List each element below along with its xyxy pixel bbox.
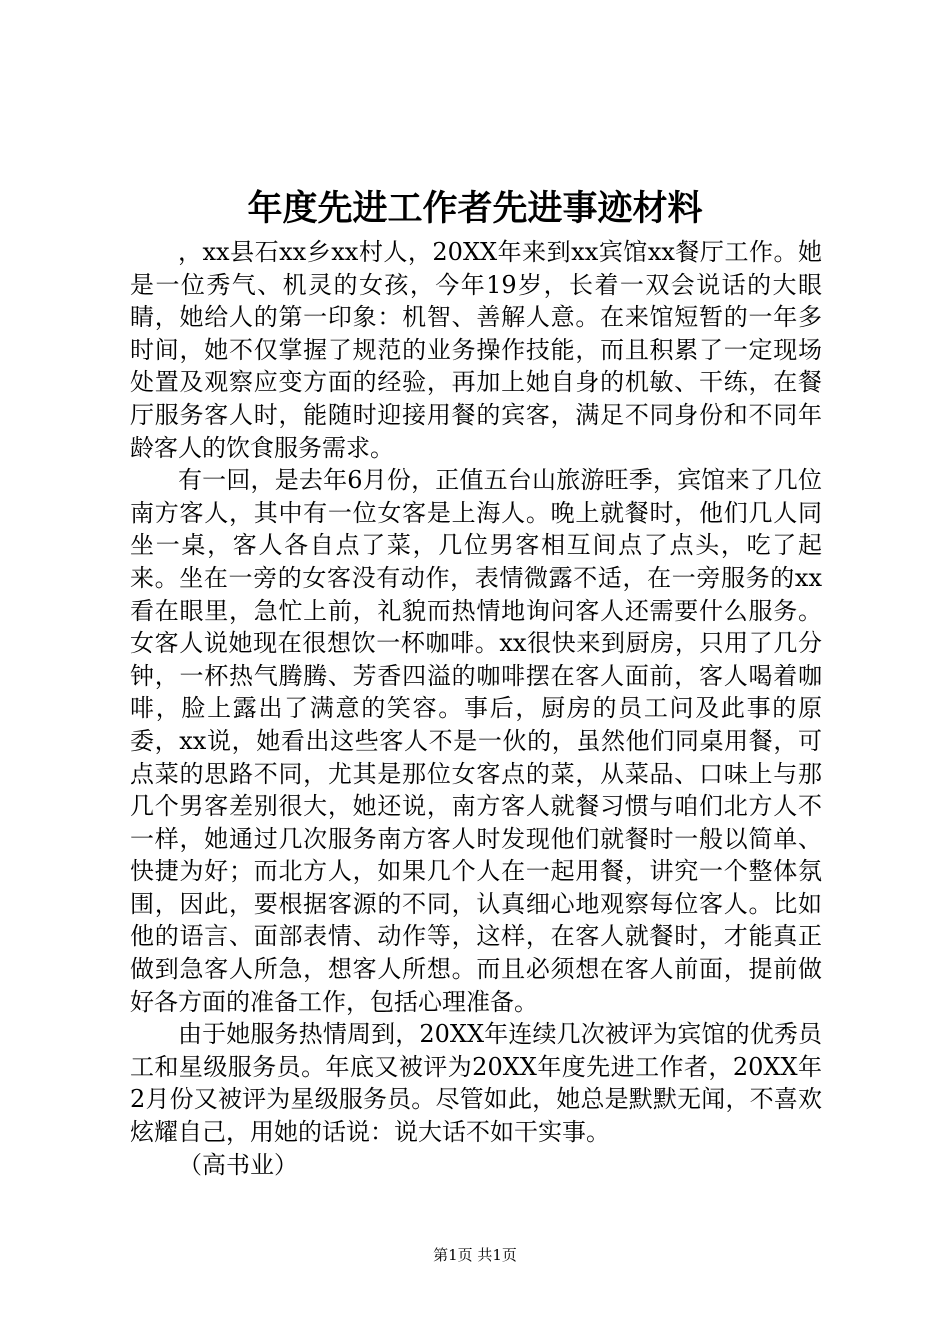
- page-footer: 第1页 共1页: [433, 1246, 517, 1264]
- paragraph-honors: 由于她服务热情周到，20XX年连续几次被评为宾馆的优秀员工和星级服务员。年底又被评为20XX年度先进工作者，20XX年2月份又被评为星级服务员。尽管如此，她总是默默无闻，不喜欢炫耀自己，用她的话说：说大话不如干实事。: [130, 1020, 822, 1147]
- paragraph-story: 有一回，是去年6月份，正值五台山旅游旺季，宾馆来了几位南方客人，其中有一位女客是上海人。晚上就餐时，他们几人同坐一桌，客人各自点了菜，几位男客相互间点了点头，吃了起来。坐在一旁的女客没有动作，表情微露不适，在一旁服务的xx看在眼里，急忙上前，礼貌而热情地询问客人还需要什么服务。女客人说她现在很想饮一杯咖啡。xx很快来到厨房，只用了几分钟，一杯热气腾腾、芳香四溢的咖啡摆在客人面前，客人喝着咖啡，脸上露出了满意的笑容。事后，厨房的员工问及此事的原委，xx说，她看出这些客人不是一伙的，虽然他们同桌用餐，可点菜的思路不同，尤其是那位女客点的菜，从菜品、口味上与那几个男客差别很大，她还说，南方客人就餐习惯与咱们北方人不一样，她通过几次服务南方客人时发现他们就餐时一般以简单、快捷为好；而北方人，如果几个人在一起用餐，讲究一个整体氛围，因此，要根据客源的不同，认真细心地观察每位客人。比如他的语言、面部表情、动作等，这样，在客人就餐时，才能真正做到急客人所急，想客人所想。而且必须想在客人前面，提前做好各方面的准备工作，包括心理准备。: [130, 466, 822, 1016]
- document-title: 年度先进工作者先进事迹材料: [247, 188, 703, 229]
- document-body: [130, 236, 822, 1181]
- paragraph-intro: ，xx县石xx乡xx村人，20XX年来到xx宾馆xx餐厅工作。她是一位秀气、机灵的女孩，今年19岁，长着一双会说话的大眼睛，她给人的第一印象：机智、善解人意。在来馆短暂的一年多时间，她不仅掌握了规范的业务操作技能，而且积累了一定现场处置及观察应变方面的经验，再加上她自身的机敏、干练，在餐厅服务客人时，能随时迎接用餐的宾客，满足不同身份和不同年龄客人的饮食服务需求。: [130, 238, 822, 462]
- author-signature: （高书业）: [178, 1150, 298, 1179]
